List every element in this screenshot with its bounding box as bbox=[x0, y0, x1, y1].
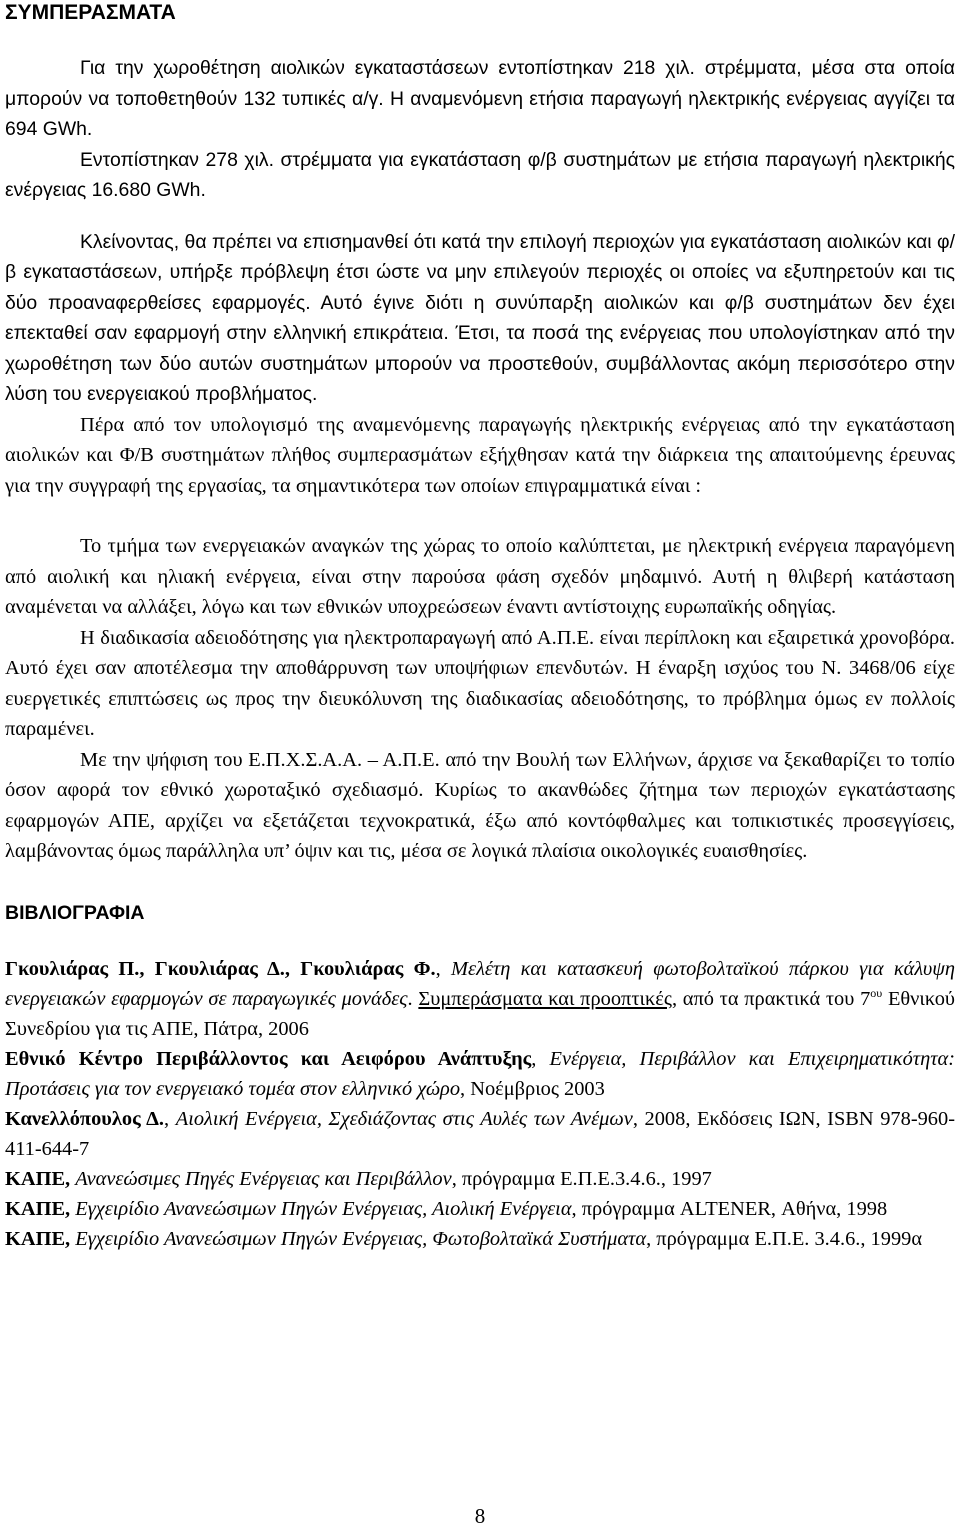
page-number: 8 bbox=[474, 1504, 486, 1528]
reference-list bbox=[5, 954, 955, 1254]
document-page bbox=[5, 0, 955, 1254]
reference-details: , πρόγραμμα ALTENER, Αθήνα, 1998 bbox=[571, 1197, 888, 1220]
reference-title: Εγχειρίδιο Ανανεώσιμων Πηγών Ενέργειας, Αιολική Ενέργεια bbox=[75, 1197, 572, 1220]
reference-details: , από τα πρακτικά του 7 bbox=[671, 987, 871, 1010]
reference-authors: Κανελλόπουλος Δ. bbox=[5, 1107, 165, 1130]
reference-authors: Εθνικό Κέντρο Περιβάλλοντος και Αειφόρου Ανάπτυξης bbox=[5, 1047, 532, 1070]
reference-item bbox=[5, 1164, 955, 1194]
reference-subtitle: Συμπεράσματα και προοπτικές bbox=[418, 987, 672, 1010]
reference-title: Ενέργεια, Περιβάλλον και Επιχειρηματικότητα: Προτάσεις για τον ενεργειακό τομέα στον ελληνικό χώρο bbox=[5, 1047, 955, 1100]
spacer bbox=[5, 206, 955, 227]
reference-details: , πρόγραμμα Ε.Π.Ε. 3.4.6., 1999α bbox=[646, 1227, 923, 1250]
reference-authors: Γκουλιάρας Π., Γκουλιάρας Δ., Γκουλιάρας Φ. bbox=[5, 957, 436, 980]
paragraph-spatial-planning: Με την ψήφιση του Ε.Π.Χ.Σ.Α.Α. – Α.Π.Ε. από την Βουλή των Ελλήνων, άρχισε να ξεκαθαρίζει το τοπίο όσον αφορά τον εθνικό χωροταξικό σχεδιασμό. Κυρίως το ακανθώδες ζήτημα των περιοχών εγκατάστασης εφαρμογών ΑΠΕ, αρχίζει να εξετάζεται τεχνοκρατικά, έξω από κοντόφθαλμες και τοπικιστικές προσεγγίσεις, λαμβάνοντας όμως παράλληλα υπ’ όψιν και τις, μέσα σε λογικά πλαίσια οικολογικές ευαισθησίες. bbox=[5, 748, 955, 862]
reference-item bbox=[5, 954, 955, 1044]
reference-separator: , bbox=[164, 1107, 176, 1130]
reference-authors: ΚΑΠΕ, bbox=[5, 1167, 71, 1190]
reference-superscript: ου bbox=[870, 985, 883, 1000]
reference-separator: , bbox=[531, 1047, 550, 1070]
reference-title: Ανανεώσιμες Πηγές Ενέργειας και Περιβάλλον bbox=[75, 1167, 452, 1190]
reference-item bbox=[5, 1224, 955, 1254]
reference-details: , 2008, Εκδόσεις ΙΩΝ, ISBN 978-960-411-644-7 bbox=[5, 1107, 955, 1160]
paragraph-licensing: Η διαδικασία αδειοδότησης για ηλεκτροπαραγωγή από Α.Π.Ε. είναι περίπλοκη και εξαιρετικά χρονοβόρα. Αυτό έχει σαν αποτέλεσμα την αποθάρρυνση των υποψήφιων επενδυτών. Η έναρξη ισχύος του Ν. 3468/06 είχε ευεργετικές επιπτώσεις ως προς την διευκόλυνση της διαδικασίας αδειοδότησης, το πρόβλημα όμως εν πολλοίς παραμένει. bbox=[5, 626, 955, 740]
reference-title: Μελέτη και κατασκευή φωτοβολταϊκού πάρκου για κάλυψη ενεργειακών εφαρμογών σε παραγωγικές μονάδες bbox=[5, 957, 955, 1010]
paragraph-wind-sites: Για την χωροθέτηση αιολικών εγκαταστάσεων εντοπίστηκαν 218 χιλ. στρέμματα, μέσα στα οποία μπορούν να τοποθετηθούν 132 τυπικές α/γ. Η αναμενόμενη ετήσια παραγωγή ηλεκτρικής ενέργειας αγγίζει τα 694 GWh. bbox=[5, 57, 955, 140]
reference-title: Εγχειρίδιο Ανανεώσιμων Πηγών Ενέργειας, Φωτοβολταϊκά Συστήματα bbox=[75, 1227, 647, 1250]
reference-authors: ΚΑΠΕ, bbox=[5, 1227, 71, 1250]
reference-item bbox=[5, 1104, 955, 1164]
reference-separator: , bbox=[435, 957, 452, 980]
section-heading-conclusions: ΣΥΜΠΕΡΑΣΜΑΤΑ bbox=[5, 1, 176, 24]
reference-title: Αιολική Ενέργεια, Σχεδιάζοντας στις Αυλές των Ανέμων bbox=[175, 1107, 633, 1130]
spacer bbox=[5, 501, 955, 531]
reference-item bbox=[5, 1194, 955, 1224]
paragraph-further-conclusions: Πέρα από τον υπολογισμό της αναμενόμενης παραγωγής ηλεκτρικής ενέργειας από την εγκατάσταση αιολικών και Φ/Β συστημάτων πλήθος συμπερασμάτων εξήχθησαν κατά την διάρκεια της απαιτούμενης έρευνας για την συγγραφή της εργασίας, τα σημαντικότερα των οποίων επιγραμματικά είναι : bbox=[5, 413, 955, 497]
reference-details: Εθνικού Συνεδρίου για τις ΑΠΕ, Πάτρα, 2006 bbox=[5, 987, 955, 1040]
reference-separator: . bbox=[407, 987, 419, 1010]
reference-item bbox=[5, 1044, 955, 1104]
section-heading-bibliography: ΒΙΒΛΙΟΓΡΑΦΙΑ bbox=[5, 901, 145, 924]
reference-details: , Νοέμβριος 2003 bbox=[460, 1077, 605, 1100]
reference-details: , πρόγραμμα Ε.Π.Ε.3.4.6., 1997 bbox=[451, 1167, 712, 1190]
paragraph-closing-remarks: Κλείνοντας, θα πρέπει να επισημανθεί ότι κατά την επιλογή περιοχών για εγκατάσταση αιολικών και φ/β εγκαταστάσεων, υπήρξε πρόβλεψη έτσι ώστε να μην επιλεγούν περιοχές οι οποίες να εξυπηρετούν και τις δύο προαναφερθείσες εφαρμογές. Αυτό έγινε διότι η συνύπαρξη αιολικών και φ/β συστημάτων δεν έχει επεκταθεί σαν εφαρμογή στην ελληνική επικράτεια. Έτσι, τα ποσά της ενέργειας που υπολογίστηκαν από την χωροθέτηση των δύο αυτών συστημάτων μπορούν να προστεθούν, συμβάλλοντας ακόμη περισσότερο στην λύση του ενεργειακού προβλήματος. bbox=[5, 230, 955, 405]
paragraph-energy-needs: Το τμήμα των ενεργειακών αναγκών της χώρας το οποίο καλύπτεται, με ηλεκτρική ενέργεια παραγόμενη από αιολική και ηλιακή ενέργεια, είναι στην παρούσα φάση σχεδόν μηδαμινό. Αυτή η θλιβερή κατάσταση αναμένεται να αλλάξει, λόγω και των εθνικών υποχρεώσεων έναντι αντίστοιχης ευρωπαϊκής οδηγίας. bbox=[5, 535, 955, 618]
paragraph-pv-sites: Εντοπίστηκαν 278 χιλ. στρέμματα για εγκατάσταση φ/β συστημάτων με ετήσια παραγωγή ηλεκτρικής ενέργειας 16.680 GWh. bbox=[5, 148, 955, 201]
reference-authors: ΚΑΠΕ, bbox=[5, 1197, 71, 1220]
